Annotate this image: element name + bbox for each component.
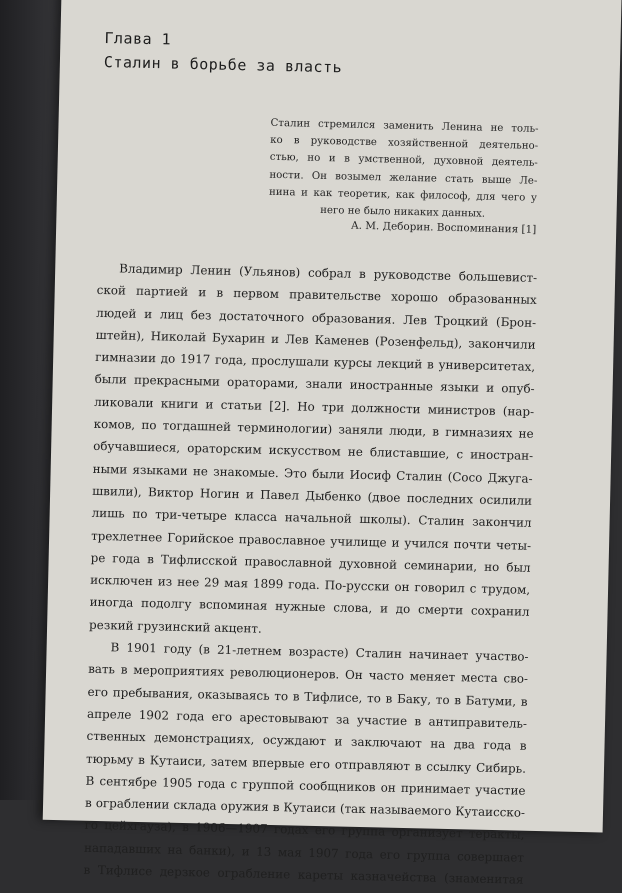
epigraph-line: ко в руководстве хозяйственной деятельно-: [270, 134, 539, 153]
body-text: [83, 257, 537, 891]
text-line: апреле 1902 года его арестовывают за участие в антиправитель-: [86, 706, 528, 731]
bleed-through-text: [401, 18, 622, 23]
text-line: штейн), Николай Бухарин и Лев Каменев (Розенфельд), закончили: [95, 327, 536, 352]
text-line: вать в мероприятиях революционеров. Он часто меняет места сво-: [87, 662, 529, 687]
text-line: в Тифлисе дерзкое ограбление кареты казначейства (знаменитая: [83, 862, 524, 887]
epigraph-line: него не было никаких данных.: [320, 204, 486, 220]
text-line: иногда подолгу вспоминая нужные слова, и до смерти сохранил: [89, 595, 530, 620]
text-line: исключен из нее 29 мая 1899 года. По-русски он говорил с трудом,: [90, 572, 531, 597]
text-line: людей и лиц без достаточного образования. Лев Троцкий (Брон-: [96, 305, 537, 330]
text-line: ре года в Тифлисской православной духовной семинарии, но был: [90, 550, 531, 575]
text-line: швили), Виктор Ногин и Павел Дыбенко (двое последних осилили: [92, 483, 533, 508]
epigraph-line: стью, но и в умственной, духовной деятель-: [269, 152, 538, 170]
text-line: ственных демонстрациях, осуждают и заключают на два года в: [86, 728, 527, 753]
text-line: в ограблении склада оружия в Кутаиси (так называемого Кутаисско-: [84, 795, 526, 820]
text-line: В 1901 году (в 21-летнем возрасте) Сталин начинает участво-: [110, 640, 529, 664]
text-line: нападавших на банки), и 13 мая 1907 года его группа совершает: [83, 840, 525, 865]
text-line: комов, по тогдашней терминологии) заняли люди, в гимназиях не: [93, 416, 534, 441]
text-line: были прекрасными ораторами, знали иностранные языки и опуб-: [94, 372, 535, 397]
text-line: ликовали книги и статьи [2]. Но три должности министров (нар-: [94, 394, 535, 419]
text-line: Владимир Ленин (Ульянов) собрал в руководстве большевист-: [119, 261, 538, 285]
text-line: ными языками не знакомые. Это были Иосиф Сталин (Сосо Джуга-: [92, 461, 533, 486]
text-line: тюрьму в Кутаиси, затем впервые его отправляют в ссылку Сибирь.: [85, 751, 527, 776]
epigraph: [268, 115, 538, 224]
book-page: [43, 0, 622, 887]
epigraph-line: Сталин стремился заменить Ленина не толь-: [270, 117, 539, 135]
text-line: ской партией и в первом правительстве хорошо образованных: [96, 283, 537, 308]
epigraph-line: ности. Он возымел желание стать выше Ле-: [269, 169, 538, 187]
text-line: трехлетнее Горийское православное училище и учился почти четы-: [91, 528, 532, 553]
text-line: лишь по три-четыре класса начальной школы). Сталин закончил: [91, 506, 532, 531]
chapter-title: Сталин в борьбе за власть: [103, 52, 343, 77]
text-line: гимназии до 1917 года, прослушали курсы лекций в университетах,: [95, 350, 536, 375]
text-line: его пребывания, оказываясь то в Тифлисе, то в Баку, то в Батуми, в: [87, 684, 528, 709]
epigraph-line: нина и как теоретик, как философ, для чего у: [268, 186, 538, 204]
text-line: обучавшиеся, ораторским искусством не блиставшие, с иностран-: [93, 439, 534, 464]
text-line: го цейхгауза), в 1906—1907 годах его группа организует теракты,: [84, 818, 525, 843]
epigraph-source: А. М. Деборин. Воспоминания [1]: [350, 219, 537, 236]
text-line: резкий грузинский акцент.: [88, 617, 262, 636]
chapter-label: Глава 1: [104, 28, 172, 49]
text-line: В сентябре 1905 года с группой сообщников он принимает участие: [85, 773, 526, 798]
